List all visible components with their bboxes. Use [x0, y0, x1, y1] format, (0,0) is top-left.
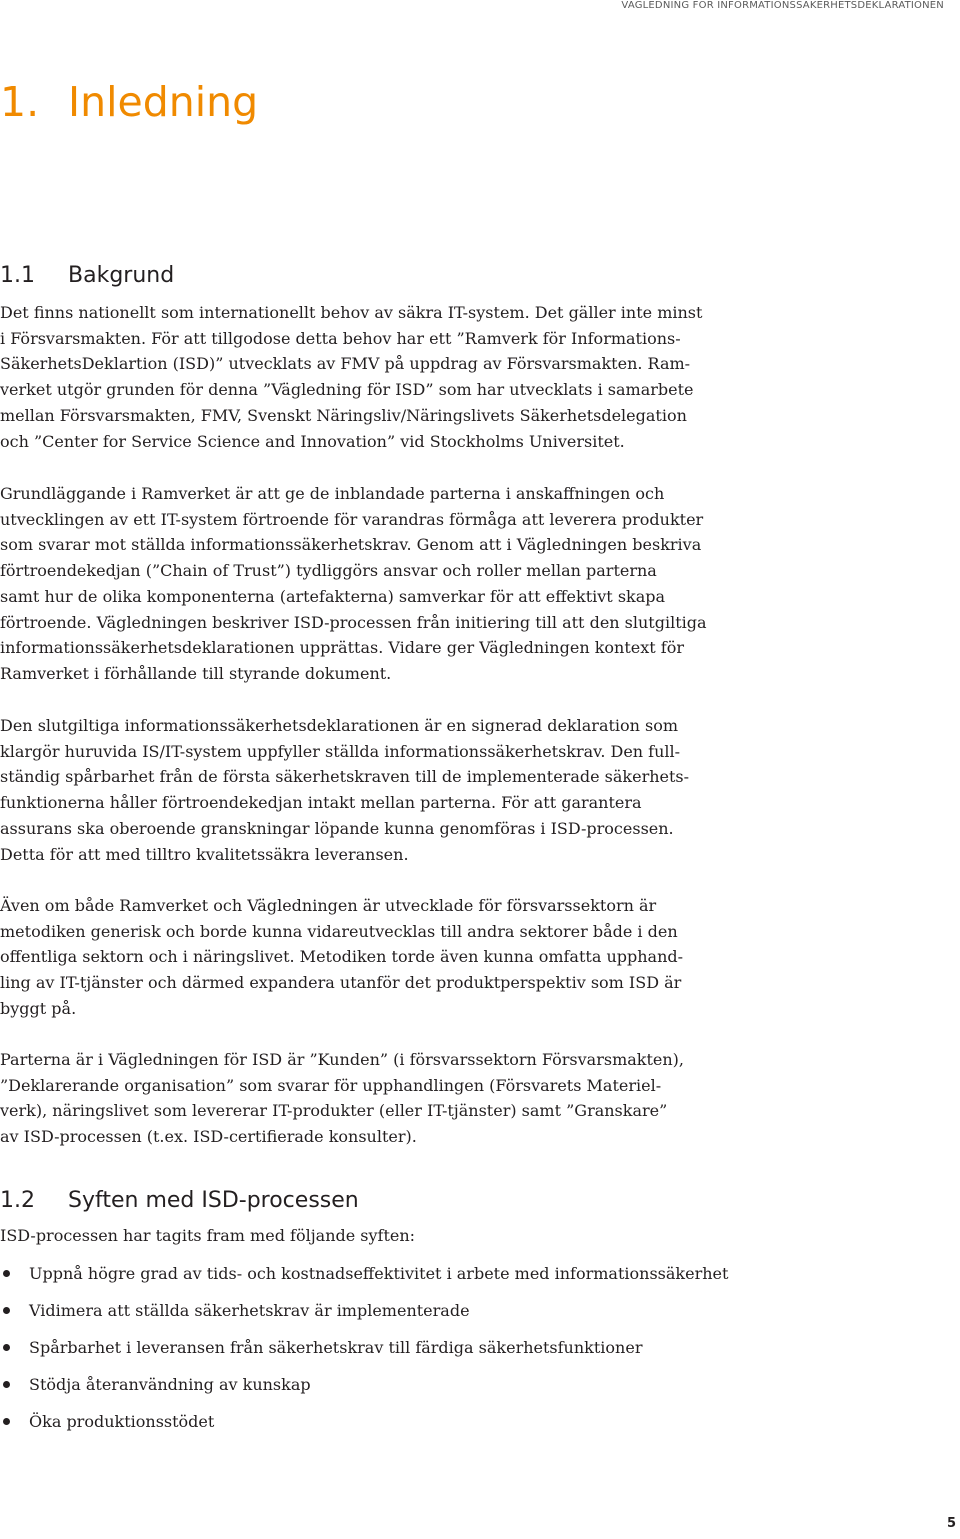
running-header: VÄGLEDNING FÖR INFORMATIONSSÄKERHETSDEKLARATIONEN [621, 0, 944, 11]
text-line: ständig spårbarhet från de första säkerhetskraven till de implementerade säkerhets- [0, 767, 690, 787]
section-title: Bakgrund [68, 263, 175, 288]
bullet-dot-icon [3, 1344, 10, 1351]
text-line: offentliga sektorn och i näringslivet. Metodiken torde även kunna omfatta upphand- [0, 947, 684, 967]
text-line: förtroende. Vägledningen beskriver ISD-processen från initiering till att den slutgiltiga [0, 612, 707, 632]
bullet-item [0, 1261, 728, 1298]
bullet-item [0, 1372, 728, 1409]
text-line: i Försvarsmakten. För att tillgodose detta behov har ett ”Ramverk för Informations- [0, 328, 681, 348]
bullet-text: Öka produktionsstödet [29, 1412, 215, 1431]
text-line: verket utgör grunden för denna ”Vägledning för ISD” som har utvecklats i samarbete [0, 380, 694, 400]
paragraph-bakgrund-1 [0, 300, 702, 454]
paragraph-bakgrund-4 [0, 893, 683, 1022]
paragraph-syften-intro [0, 1223, 415, 1249]
paragraph-bakgrund-5 [0, 1047, 684, 1150]
text-line: Parterna är i Vägledningen för ISD är ”Kunden” (i försvarssektorn Försvarsmakten), [0, 1050, 685, 1069]
bullet-text: Vidimera att ställda säkerhetskrav är implementerade [29, 1301, 470, 1320]
chapter-number: 1. [0, 78, 40, 126]
section-number: 1.1 [0, 263, 35, 288]
bullet-text: Spårbarhet i leveransen från säkerhetskrav till färdiga säkerhetsfunktioner [29, 1338, 643, 1357]
text-line: informationssäkerhetsdeklarationen upprättas. Vidare ger Vägledningen kontext för [0, 638, 684, 658]
text-line: ISD-processen har tagits fram med följande syften: [0, 1226, 416, 1245]
section-title: Syften med ISD-processen [68, 1188, 359, 1213]
bullet-dot-icon [3, 1307, 10, 1314]
page-number: 5 [946, 1516, 956, 1531]
bullet-dot-icon [3, 1270, 10, 1277]
chapter-title [0, 72, 258, 132]
bullet-text: Uppnå högre grad av tids- och kostnadseffektivitet i arbete med informationssäkerhet [29, 1264, 729, 1283]
text-line: och ”Center for Service Science and Innovation” vid Stockholms Universitet. [0, 431, 625, 451]
text-line: Grundläggande i Ramverket är att ge de inblandade parterna i anskaffningen och [0, 484, 665, 503]
text-line: Ramverket i förhållande till styrande dokument. [0, 663, 392, 683]
text-line: utvecklingen av ett IT-system förtroende för varandras förmåga att leverera produkter [0, 509, 704, 529]
text-line: samt hur de olika komponenterna (artefakterna) samverkar för att effektivt skapa [0, 586, 666, 606]
text-line: verk), näringslivet som levererar IT-produkter (eller IT-tjänster) samt ”Granskare” [0, 1101, 668, 1121]
bullet-item [0, 1335, 728, 1372]
bullet-dot-icon [3, 1381, 10, 1388]
bullet-text: Stödja återanvändning av kunskap [29, 1375, 311, 1394]
text-line: ”Deklarerande organisation” som svarar för upphandlingen (Försvarets Materiel- [0, 1075, 662, 1095]
bullet-dot-icon [3, 1418, 10, 1425]
section-heading-bakgrund [0, 261, 174, 291]
section-heading-syften [0, 1186, 359, 1216]
text-line: förtroendekedjan (”Chain of Trust”) tydliggörs ansvar och roller mellan parterna [0, 561, 657, 581]
bullet-item [0, 1298, 728, 1335]
bullet-item [0, 1409, 728, 1446]
purpose-bullet-list [0, 1261, 728, 1446]
text-line: klargör huruvida IS/IT-system uppfyller ställda informationssäkerhetskrav. Den full- [0, 741, 681, 761]
text-line: Detta för att med tilltro kvalitetssäkra leveransen. [0, 844, 409, 864]
text-line: Det finns nationellt som internationellt behov av säkra IT-system. Det gäller inte minst [0, 303, 703, 322]
text-line: som svarar mot ställda informationssäkerhetskrav. Genom att i Vägledningen beskriva [0, 535, 702, 555]
text-line: byggt på. [0, 998, 77, 1018]
text-line: Den slutgiltiga informationssäkerhetsdeklarationen är en signerad deklaration som [0, 716, 679, 735]
text-line: assurans ska oberoende granskningar löpande kunna genomföras i ISD-processen. [0, 818, 674, 838]
text-line: SäkerhetsDeklartion (ISD)” utvecklats av FMV på uppdrag av Försvarsmakten. Ram- [0, 354, 691, 374]
text-line: Även om både Ramverket och Vägledningen är utvecklade för försvarssektorn är [0, 896, 657, 915]
text-line: ling av IT-tjänster och därmed expandera utanför det produktperspektiv som ISD är [0, 973, 682, 993]
text-line: metodiken generisk och borde kunna vidareutvecklas till andra sektorer både i den [0, 921, 678, 941]
paragraph-bakgrund-2 [0, 481, 707, 687]
text-line: funktionerna håller förtroendekedjan intakt mellan parterna. För att garantera [0, 793, 642, 813]
section-number: 1.2 [0, 1188, 35, 1213]
chapter-title-text: Inledning [68, 78, 259, 126]
paragraph-bakgrund-3 [0, 713, 689, 867]
text-line: av ISD-processen (t.ex. ISD-certifierade konsulter). [0, 1127, 417, 1147]
text-line: mellan Försvarsmakten, FMV, Svenskt Näringsliv/Näringslivets Säkerhetsdelegation [0, 405, 687, 425]
